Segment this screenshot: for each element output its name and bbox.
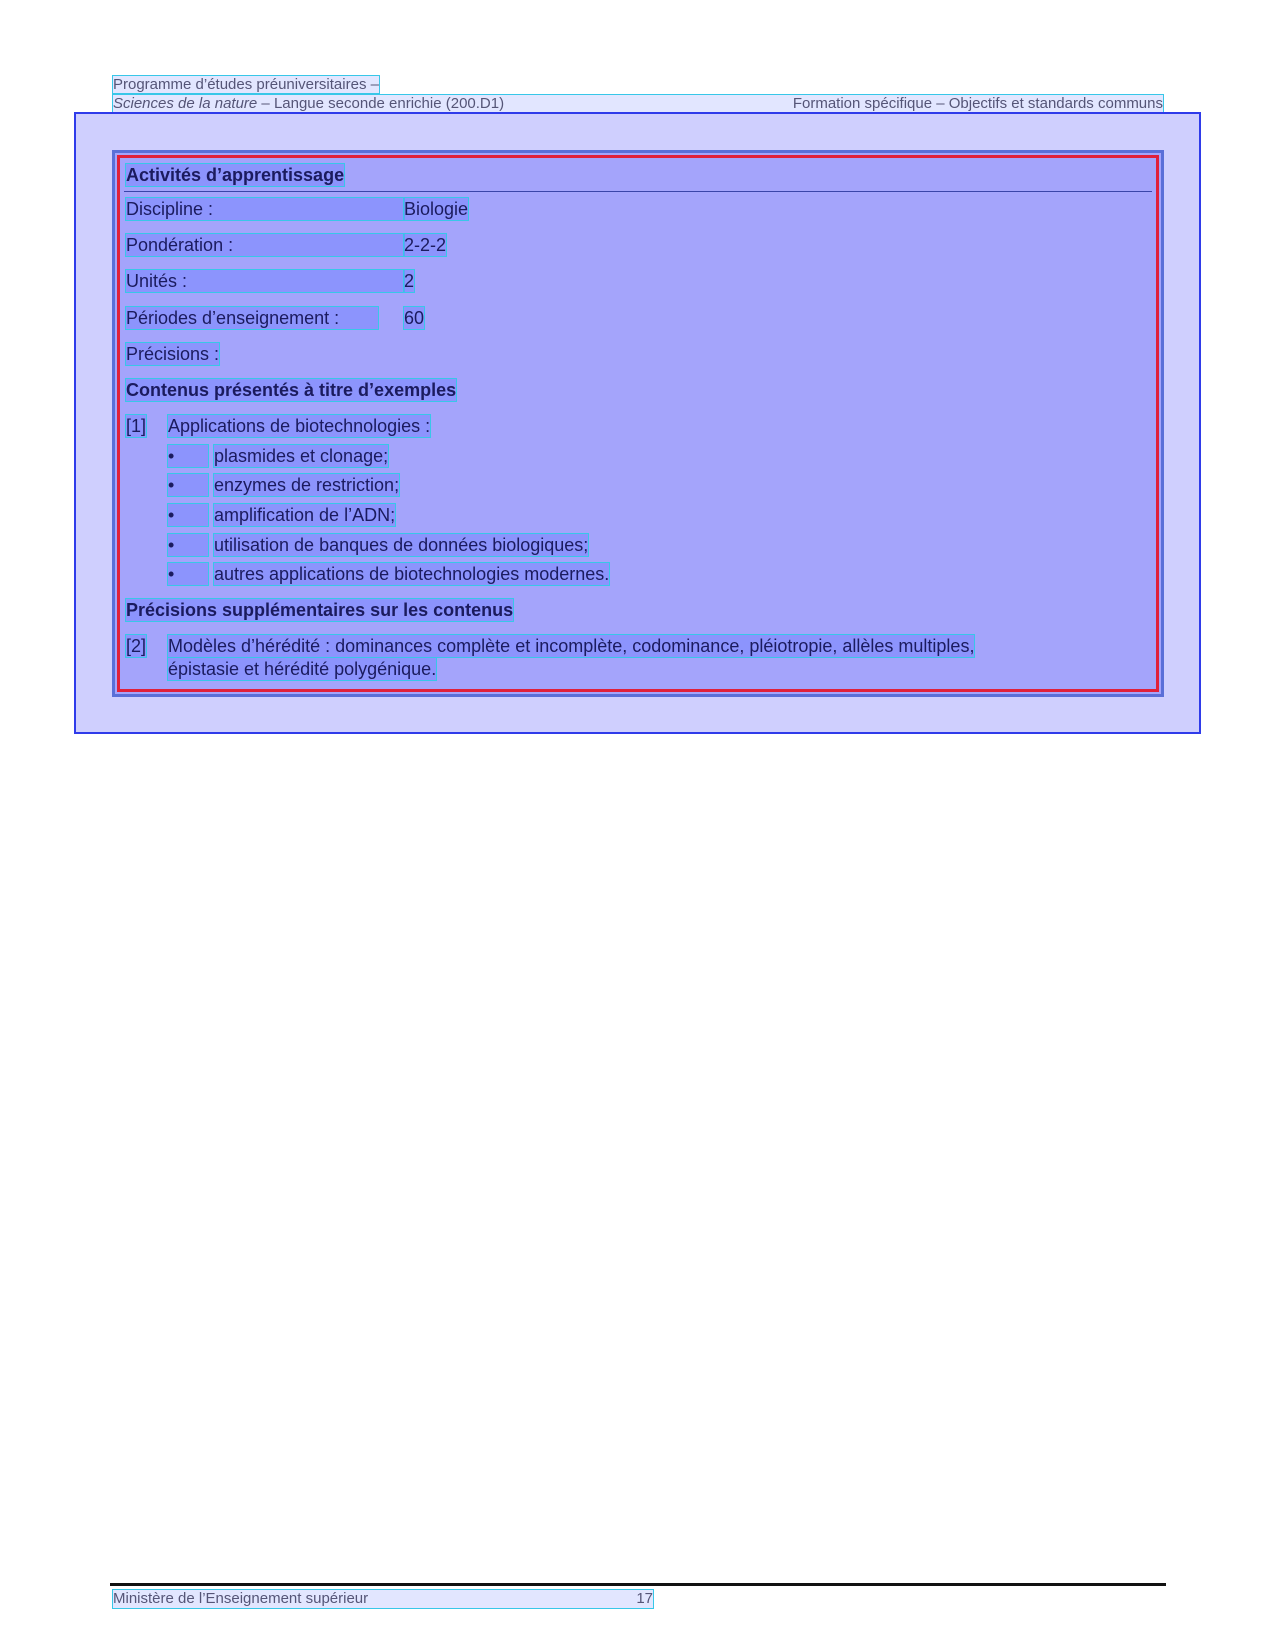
list-item: enzymes de restriction; xyxy=(214,475,400,495)
field-discipline-label: Discipline : xyxy=(126,198,404,220)
item-2-number: [2] xyxy=(126,636,147,656)
item-1-text: Applications de biotechnologies : xyxy=(168,416,431,436)
footer-ministry: Ministère de l’Enseignement supérieur xyxy=(113,1590,369,1607)
bullet-icon: • xyxy=(168,534,208,556)
list-item: autres applications de biotechnologies modernes. xyxy=(214,564,610,584)
field-discipline-value: Biologie xyxy=(404,199,469,219)
header-program-code: – Langue seconde enrichie (200.D1) xyxy=(257,95,505,112)
bullet-icon: • xyxy=(168,474,208,496)
bullet-icon: • xyxy=(168,563,208,585)
field-unites-label: Unités : xyxy=(126,270,404,292)
bullet-icon: • xyxy=(168,504,208,526)
field-periodes-label: Périodes d’enseignement : xyxy=(126,307,378,329)
page-footer xyxy=(113,1590,653,1608)
list-item: utilisation de banques de données biologiques; xyxy=(214,535,589,555)
box-title: Activités d’apprentissage xyxy=(126,165,345,185)
precisions-label: Précisions : xyxy=(126,344,220,364)
list-item: amplification de l’ADN; xyxy=(214,505,396,525)
item-2-line-2: épistasie et hérédité polygénique. xyxy=(168,659,437,679)
learning-activities-border xyxy=(117,155,1159,692)
header-program-name: Sciences de la nature xyxy=(113,95,258,112)
item-2-line-1: Modèles d’hérédité : dominances complète et incomplète, codominance, pléiotropie, allèles multiples, xyxy=(168,636,975,656)
contenus-heading: Contenus présentés à titre d’exemples xyxy=(126,380,457,400)
footer-rule xyxy=(110,1583,1166,1586)
field-unites-value: 2 xyxy=(404,271,415,291)
bullet-icon: • xyxy=(168,445,208,467)
field-ponderation-label: Pondération : xyxy=(126,234,404,256)
header-program-title: Programme d’études préuniversitaires – xyxy=(113,76,379,93)
item-1-number: [1] xyxy=(126,416,147,436)
supplementary-heading: Précisions supplémentaires sur les contenus xyxy=(126,600,514,620)
field-ponderation-value: 2-2-2 xyxy=(404,235,447,255)
page-number: 17 xyxy=(636,1590,653,1607)
learning-activities-box xyxy=(112,150,1164,697)
list-item: plasmides et clonage; xyxy=(214,446,389,466)
header-program-subtitle xyxy=(113,95,1163,112)
section-rule xyxy=(124,191,1152,192)
field-periodes-value: 60 xyxy=(404,308,425,328)
header-section-title: Formation spécifique – Objectifs et standards communs xyxy=(792,95,1163,112)
